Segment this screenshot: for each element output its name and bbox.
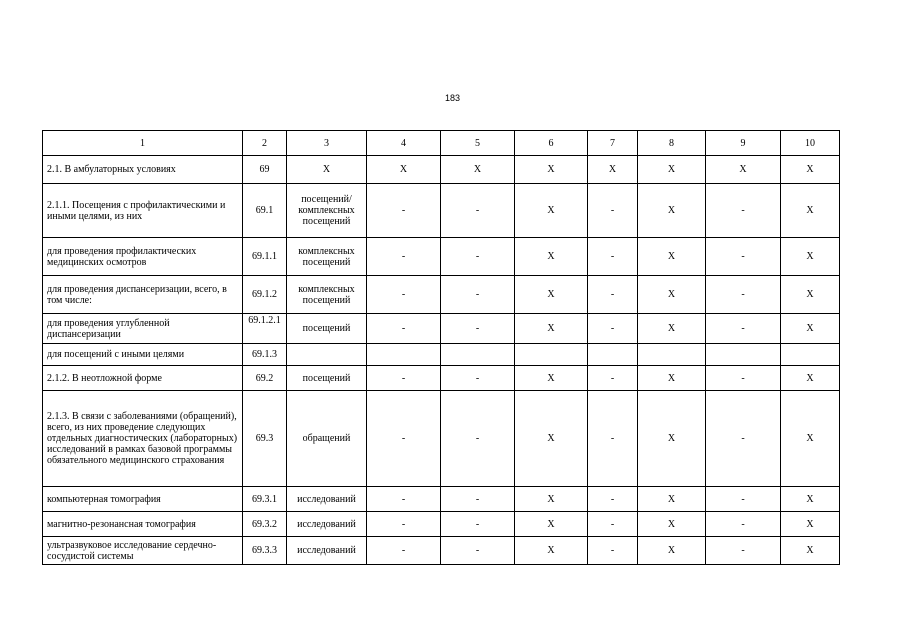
value-cell: Х bbox=[515, 366, 588, 391]
value-cell: - bbox=[588, 391, 638, 487]
table-row bbox=[43, 276, 840, 314]
value-cell: Х bbox=[781, 238, 840, 276]
value-cell: - bbox=[706, 238, 781, 276]
row-code: 69.3.1 bbox=[243, 487, 287, 512]
row-code: 69.1.3 bbox=[243, 344, 287, 366]
row-unit: исследований bbox=[287, 512, 367, 537]
table-header-row bbox=[43, 131, 840, 156]
value-cell: - bbox=[367, 512, 441, 537]
value-cell: - bbox=[706, 366, 781, 391]
value-cell: Х bbox=[781, 391, 840, 487]
value-cell: Х bbox=[781, 314, 840, 344]
row-name: 2.1.3. В связи с заболеваниями (обращений), всего, из них проведение следующих отдельных диагностических (лабораторных) исследований в рамках базовой программы обязательного медицинского страхования bbox=[43, 391, 243, 487]
value-cell: - bbox=[706, 184, 781, 238]
value-cell: Х bbox=[515, 184, 588, 238]
value-cell: Х bbox=[781, 184, 840, 238]
value-cell: Х bbox=[638, 276, 706, 314]
header-cell: 1 bbox=[43, 131, 243, 156]
value-cell: - bbox=[441, 537, 515, 565]
table-row bbox=[43, 184, 840, 238]
row-unit-cell: Х bbox=[287, 156, 367, 184]
header-cell: 6 bbox=[515, 131, 588, 156]
value-cell: Х bbox=[515, 156, 588, 184]
row-name: 2.1.2. В неотложной форме bbox=[43, 366, 243, 391]
value-cell: - bbox=[441, 391, 515, 487]
value-cell: - bbox=[441, 512, 515, 537]
value-cell: - bbox=[367, 314, 441, 344]
value-cell: - bbox=[367, 366, 441, 391]
value-cell: Х bbox=[781, 366, 840, 391]
value-cell: - bbox=[588, 487, 638, 512]
row-code: 69 bbox=[243, 156, 287, 184]
value-cell: Х bbox=[781, 276, 840, 314]
value-cell: Х bbox=[781, 487, 840, 512]
header-cell: 2 bbox=[243, 131, 287, 156]
value-cell: - bbox=[588, 366, 638, 391]
value-cell: - bbox=[367, 276, 441, 314]
value-cell: - bbox=[588, 537, 638, 565]
value-cell: - bbox=[367, 238, 441, 276]
table-row bbox=[43, 537, 840, 565]
value-cell: - bbox=[441, 276, 515, 314]
value-cell bbox=[638, 344, 706, 366]
value-cell: Х bbox=[638, 487, 706, 512]
value-cell bbox=[588, 344, 638, 366]
value-cell: - bbox=[588, 184, 638, 238]
table-row bbox=[43, 238, 840, 276]
value-cell: - bbox=[367, 487, 441, 512]
header-cell: 3 bbox=[287, 131, 367, 156]
value-cell: Х bbox=[515, 276, 588, 314]
value-cell: - bbox=[441, 184, 515, 238]
value-cell: Х bbox=[638, 314, 706, 344]
value-cell: - bbox=[588, 276, 638, 314]
row-name: 2.1. В амбулаторных условиях bbox=[43, 156, 243, 184]
value-cell: - bbox=[706, 314, 781, 344]
value-cell: - bbox=[367, 391, 441, 487]
header-cell: 9 bbox=[706, 131, 781, 156]
row-code: 69.1.1 bbox=[243, 238, 287, 276]
row-unit: посещений bbox=[287, 366, 367, 391]
value-cell: - bbox=[706, 512, 781, 537]
value-cell: Х bbox=[638, 184, 706, 238]
row-unit: посещений/ комплексных посещений bbox=[287, 184, 367, 238]
table-row bbox=[43, 487, 840, 512]
value-cell: Х bbox=[515, 314, 588, 344]
row-unit: посещений bbox=[287, 314, 367, 344]
row-name: для проведения диспансеризации, всего, в том числе: bbox=[43, 276, 243, 314]
value-cell: Х bbox=[781, 512, 840, 537]
row-name: для проведения углубленной диспансеризации bbox=[43, 314, 243, 344]
value-cell: Х bbox=[515, 537, 588, 565]
value-cell: - bbox=[588, 314, 638, 344]
row-name: магнитно-резонансная томография bbox=[43, 512, 243, 537]
value-cell: - bbox=[706, 391, 781, 487]
value-cell bbox=[706, 344, 781, 366]
value-cell: Х bbox=[781, 156, 840, 184]
table-row bbox=[43, 344, 840, 366]
row-code: 69.1.2 bbox=[243, 276, 287, 314]
value-cell: Х bbox=[638, 391, 706, 487]
value-cell bbox=[781, 344, 840, 366]
value-cell: - bbox=[367, 537, 441, 565]
value-cell: - bbox=[706, 537, 781, 565]
row-code: 69.3.2 bbox=[243, 512, 287, 537]
row-unit: комплексных посещений bbox=[287, 276, 367, 314]
row-unit bbox=[287, 344, 367, 366]
header-cell: 10 bbox=[781, 131, 840, 156]
value-cell: Х bbox=[515, 238, 588, 276]
value-cell: Х bbox=[638, 156, 706, 184]
value-cell: - bbox=[441, 314, 515, 344]
table-row bbox=[43, 314, 840, 344]
row-name: для проведения профилактических медицинских осмотров bbox=[43, 238, 243, 276]
table-row bbox=[43, 512, 840, 537]
row-unit: исследований bbox=[287, 537, 367, 565]
value-cell bbox=[515, 344, 588, 366]
value-cell: Х bbox=[515, 512, 588, 537]
value-cell: - bbox=[588, 238, 638, 276]
value-cell bbox=[367, 344, 441, 366]
value-cell: - bbox=[706, 276, 781, 314]
value-cell: Х bbox=[706, 156, 781, 184]
value-cell: - bbox=[588, 512, 638, 537]
header-cell: 7 bbox=[588, 131, 638, 156]
value-cell: Х bbox=[441, 156, 515, 184]
value-cell: - bbox=[706, 487, 781, 512]
row-name: 2.1.1. Посещения с профилактическими и иными целями, из них bbox=[43, 184, 243, 238]
value-cell: - bbox=[441, 487, 515, 512]
row-code: 69.1 bbox=[243, 184, 287, 238]
row-code: 69.3 bbox=[243, 391, 287, 487]
header-cell: 5 bbox=[441, 131, 515, 156]
value-cell: Х bbox=[638, 512, 706, 537]
header-cell: 8 bbox=[638, 131, 706, 156]
table-row bbox=[43, 391, 840, 487]
value-cell bbox=[441, 344, 515, 366]
row-name: ультразвуковое исследование сердечно-сосудистой системы bbox=[43, 537, 243, 565]
value-cell: Х bbox=[638, 238, 706, 276]
row-code: 69.1.2.1 bbox=[243, 314, 287, 344]
value-cell: Х bbox=[638, 537, 706, 565]
row-code: 69.2 bbox=[243, 366, 287, 391]
row-code: 69.3.3 bbox=[243, 537, 287, 565]
value-cell: Х bbox=[367, 156, 441, 184]
value-cell: Х bbox=[588, 156, 638, 184]
row-name: компьютерная томография bbox=[43, 487, 243, 512]
value-cell: - bbox=[441, 366, 515, 391]
row-unit: обращений bbox=[287, 391, 367, 487]
row-unit: комплексных посещений bbox=[287, 238, 367, 276]
header-cell: 4 bbox=[367, 131, 441, 156]
value-cell: Х bbox=[515, 391, 588, 487]
page-number: 183 bbox=[444, 93, 461, 103]
value-cell: Х bbox=[515, 487, 588, 512]
table-row bbox=[43, 366, 840, 391]
data-table bbox=[42, 130, 840, 565]
value-cell: Х bbox=[781, 537, 840, 565]
row-name: для посещений с иными целями bbox=[43, 344, 243, 366]
value-cell: Х bbox=[638, 366, 706, 391]
table-row bbox=[43, 156, 840, 184]
value-cell: - bbox=[441, 238, 515, 276]
value-cell: - bbox=[367, 184, 441, 238]
row-unit: исследований bbox=[287, 487, 367, 512]
